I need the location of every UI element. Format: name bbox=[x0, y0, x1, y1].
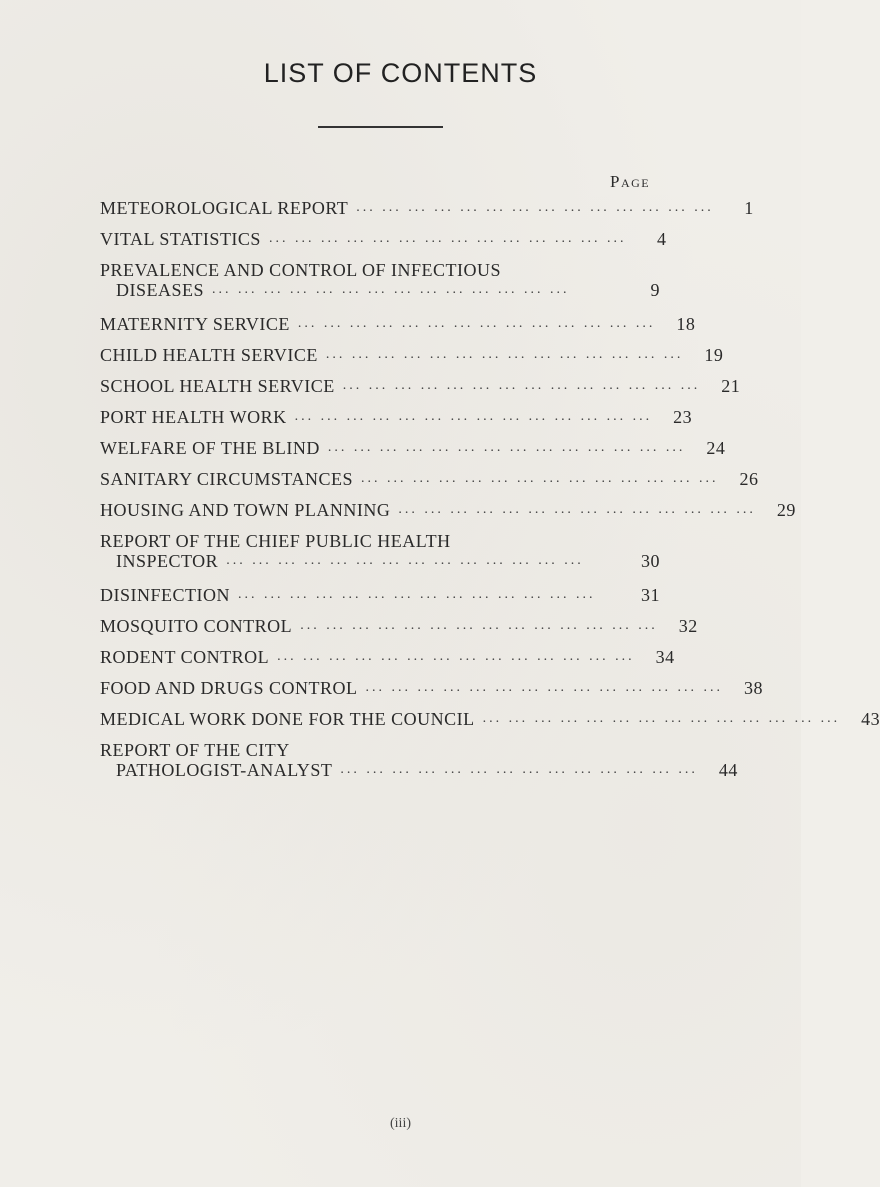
entry-title: HOUSING AND TOWN PLANNING bbox=[100, 500, 391, 520]
entry-title: SCHOOL HEALTH SERVICE bbox=[100, 376, 335, 396]
contents-entry bbox=[100, 438, 726, 458]
entry-page-number: 29 bbox=[776, 500, 796, 520]
entry-page-number: 43 bbox=[861, 709, 880, 729]
entry-page-number: 21 bbox=[721, 376, 741, 396]
entry-page-number: 24 bbox=[706, 438, 726, 458]
dot-leader: ... ... ... ... ... ... ... ... ... ... ... ... ... ... bbox=[226, 553, 584, 568]
contents-entry bbox=[100, 500, 796, 520]
dot-leader: ... ... ... ... ... ... ... ... ... ... ... ... ... ... bbox=[356, 200, 714, 215]
entry-title: FOOD AND DRUGS CONTROL bbox=[100, 678, 358, 698]
contents-entry bbox=[100, 678, 764, 698]
contents-entry bbox=[100, 709, 880, 729]
contents-entry bbox=[100, 585, 660, 605]
entry-title: MATERNITY SERVICE bbox=[100, 314, 290, 334]
entry-title: DISEASES bbox=[116, 280, 205, 300]
title-divider bbox=[318, 126, 443, 128]
entry-page-number: 19 bbox=[704, 345, 724, 365]
entry-title: PORT HEALTH WORK bbox=[100, 407, 287, 427]
dot-leader: ... ... ... ... ... ... ... ... ... ... ... ... ... ... bbox=[325, 347, 684, 362]
entry-title: METEOROLOGICAL REPORT bbox=[100, 198, 349, 218]
contents-entry bbox=[100, 260, 660, 300]
entry-title: INSPECTOR bbox=[116, 551, 219, 571]
entry-page-number: 4 bbox=[656, 229, 667, 249]
dot-leader: ... ... ... ... ... ... ... ... ... ... ... ... ... ... bbox=[300, 618, 658, 633]
entry-title: CHILD HEALTH SERVICE bbox=[100, 345, 318, 365]
contents-entry bbox=[100, 647, 675, 667]
contents-entry bbox=[100, 376, 741, 396]
entry-page-number: 9 bbox=[650, 280, 660, 300]
entry-page-number: 31 bbox=[641, 585, 660, 605]
dot-leader: ... ... ... ... ... ... ... ... ... ... ... ... ... ... bbox=[238, 587, 596, 602]
dot-leader: ... ... ... ... ... ... ... ... ... ... ... ... ... ... bbox=[212, 282, 570, 297]
entry-title: SANITARY CIRCUMSTANCES bbox=[100, 469, 353, 489]
entry-page-number: 1 bbox=[744, 198, 754, 218]
entry-title: VITAL STATISTICS bbox=[100, 229, 261, 249]
entry-title: MOSQUITO CONTROL bbox=[100, 616, 293, 636]
dot-leader: ... ... ... ... ... ... ... ... ... ... ... ... ... ... bbox=[342, 378, 701, 393]
page-column-heading: Page bbox=[610, 172, 651, 191]
contents-entry bbox=[100, 345, 724, 365]
entry-page-number: 30 bbox=[641, 551, 660, 571]
contents-entry bbox=[100, 229, 667, 249]
dot-leader: ... ... ... ... ... ... ... ... ... ... ... ... ... ... bbox=[361, 471, 719, 486]
page-number-footer: (iii) bbox=[390, 1116, 411, 1131]
entry-page-number: 32 bbox=[678, 616, 698, 636]
contents-entry bbox=[100, 198, 754, 218]
entry-title: WELFARE OF THE BLIND bbox=[100, 438, 320, 458]
entry-title-line: PREVALENCE AND CONTROL OF INFECTIOUS bbox=[100, 260, 502, 280]
entry-title: PATHOLOGIST-ANALYST bbox=[116, 760, 333, 780]
entry-page-number: 44 bbox=[718, 760, 738, 780]
contents-entry bbox=[100, 469, 759, 489]
page-title: LIST OF CONTENTS bbox=[263, 58, 538, 88]
dot-leader: ... ... ... ... ... ... ... ... ... ... ... ... ... ... bbox=[297, 316, 656, 331]
dot-leader: ... ... ... ... ... ... ... ... ... ... ... ... ... ... bbox=[340, 762, 698, 777]
dot-leader: ... ... ... ... ... ... ... ... ... ... ... ... ... ... bbox=[365, 680, 724, 695]
dot-leader: ... ... ... ... ... ... ... ... ... ... ... ... ... ... bbox=[398, 502, 756, 517]
contents-entry bbox=[100, 616, 698, 636]
dot-leader: ... ... ... ... ... ... ... ... ... ... ... ... ... ... bbox=[277, 649, 635, 664]
dot-leader: ... ... ... ... ... ... ... ... ... ... ... ... ... ... bbox=[294, 409, 653, 424]
entry-title: DISINFECTION bbox=[100, 585, 230, 605]
entry-page-number: 26 bbox=[739, 469, 759, 489]
dot-leader: ... ... ... ... ... ... ... ... ... ... ... ... ... ... bbox=[268, 231, 627, 246]
dot-leader: ... ... ... ... ... ... ... ... ... ... ... ... ... ... bbox=[327, 440, 686, 455]
contents-entry bbox=[100, 740, 738, 780]
contents-entry bbox=[100, 407, 693, 427]
contents-entry bbox=[100, 314, 696, 334]
entry-page-number: 23 bbox=[673, 407, 693, 427]
entry-page-number: 18 bbox=[676, 314, 696, 334]
dot-leader: ... ... ... ... ... ... ... ... ... ... ... ... ... ... bbox=[482, 711, 841, 726]
entry-page-number: 34 bbox=[655, 647, 675, 667]
entry-title: RODENT CONTROL bbox=[100, 647, 270, 667]
entry-title-line: REPORT OF THE CHIEF PUBLIC HEALTH bbox=[100, 531, 451, 551]
entry-page-number: 38 bbox=[744, 678, 764, 698]
entry-title: MEDICAL WORK DONE FOR THE COUNCIL bbox=[100, 709, 475, 729]
entry-title-line: REPORT OF THE CITY bbox=[100, 740, 290, 760]
contents-entry bbox=[100, 531, 660, 571]
